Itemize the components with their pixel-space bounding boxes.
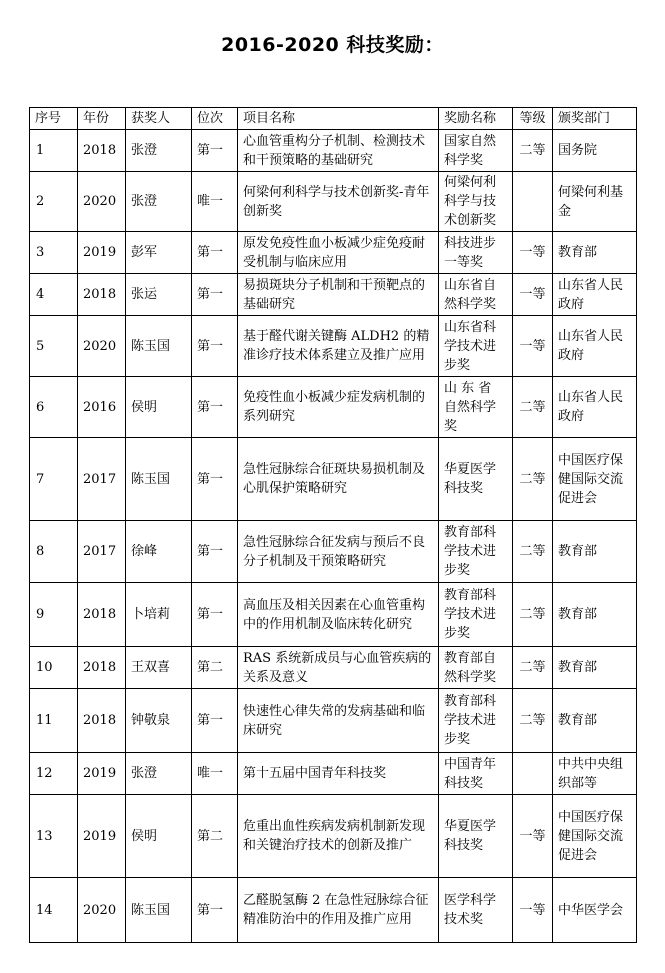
cell-grade: 一等 [513, 878, 553, 943]
header-award: 奖励名称 [439, 108, 513, 130]
table-row [30, 316, 637, 377]
cell-award: 山东省自然科学奖 [439, 274, 513, 316]
cell-grade: 二等 [513, 689, 553, 753]
cell-rank: 第一 [192, 521, 238, 583]
cell-project: 第十五届中国青年科技奖 [238, 753, 439, 795]
cell-index: 2 [30, 172, 78, 232]
table-row [30, 647, 637, 689]
cell-year: 2018 [78, 583, 126, 647]
cell-winner: 钟敬泉 [126, 689, 192, 753]
cell-rank: 第一 [192, 438, 238, 521]
cell-winner: 张澄 [126, 172, 192, 232]
cell-winner: 侯明 [126, 377, 192, 438]
cell-year: 2018 [78, 647, 126, 689]
cell-award: 国家自然科学奖 [439, 130, 513, 172]
table-row [30, 583, 637, 647]
cell-award: 华夏医学科技奖 [439, 795, 513, 878]
cell-rank: 第一 [192, 583, 238, 647]
header-rank: 位次 [192, 108, 238, 130]
table-row [30, 377, 637, 438]
cell-issuer: 中国医疗保健国际交流促进会 [553, 438, 637, 521]
cell-year: 2018 [78, 274, 126, 316]
cell-rank: 第一 [192, 377, 238, 438]
header-grade: 等级 [513, 108, 553, 130]
table-body [30, 130, 637, 943]
cell-grade: 一等 [513, 274, 553, 316]
cell-issuer: 山东省人民政府 [553, 274, 637, 316]
cell-issuer: 国务院 [553, 130, 637, 172]
cell-index: 9 [30, 583, 78, 647]
cell-issuer: 教育部 [553, 521, 637, 583]
cell-grade: 二等 [513, 521, 553, 583]
table-row [30, 232, 637, 274]
cell-year: 2020 [78, 878, 126, 943]
cell-project: 何梁何利科学与技术创新奖-青年创新奖 [238, 172, 439, 232]
cell-issuer: 山东省人民政府 [553, 316, 637, 377]
cell-project: 免疫性血小板减少症发病机制的系列研究 [238, 377, 439, 438]
table-row [30, 795, 637, 878]
awards-table [29, 107, 637, 943]
cell-grade: 一等 [513, 232, 553, 274]
cell-award: 教育部科学技术进步奖 [439, 583, 513, 647]
cell-index: 1 [30, 130, 78, 172]
cell-year: 2017 [78, 438, 126, 521]
cell-year: 2018 [78, 130, 126, 172]
table-row [30, 172, 637, 232]
table-row [30, 878, 637, 943]
cell-index: 13 [30, 795, 78, 878]
cell-grade [513, 753, 553, 795]
cell-project: 急性冠脉综合征斑块易损机制及心肌保护策略研究 [238, 438, 439, 521]
cell-index: 3 [30, 232, 78, 274]
cell-winner: 陈玉国 [126, 438, 192, 521]
cell-issuer: 教育部 [553, 689, 637, 753]
cell-issuer: 教育部 [553, 647, 637, 689]
table-row [30, 274, 637, 316]
cell-winner: 张澄 [126, 753, 192, 795]
cell-rank: 第二 [192, 647, 238, 689]
header-project: 项目名称 [238, 108, 439, 130]
cell-project: 急性冠脉综合征发病与预后不良分子机制及干预策略研究 [238, 521, 439, 583]
cell-index: 12 [30, 753, 78, 795]
cell-index: 8 [30, 521, 78, 583]
cell-rank: 第一 [192, 689, 238, 753]
cell-index: 14 [30, 878, 78, 943]
cell-index: 7 [30, 438, 78, 521]
cell-grade: 二等 [513, 438, 553, 521]
cell-project: 易损斑块分子机制和干预靶点的基础研究 [238, 274, 439, 316]
cell-index: 6 [30, 377, 78, 438]
cell-issuer: 中华医学会 [553, 878, 637, 943]
cell-rank: 唯一 [192, 753, 238, 795]
cell-award: 华夏医学科技奖 [439, 438, 513, 521]
cell-award: 山东省科学技术进步奖 [439, 316, 513, 377]
table-header-row [30, 108, 637, 130]
cell-project: 基于醛代谢关键酶 ALDH2 的精准诊疗技术体系建立及推广应用 [238, 316, 439, 377]
header-index: 序号 [30, 108, 78, 130]
cell-rank: 唯一 [192, 172, 238, 232]
cell-project: 原发免疫性血小板减少症免疫耐受机制与临床应用 [238, 232, 439, 274]
cell-project: 乙醛脱氢酶 2 在急性冠脉综合征精准防治中的作用及推广应用 [238, 878, 439, 943]
cell-award: 教育部科学技术进步奖 [439, 689, 513, 753]
cell-grade [513, 172, 553, 232]
cell-project: 快速性心律失常的发病基础和临床研究 [238, 689, 439, 753]
cell-winner: 侯明 [126, 795, 192, 878]
cell-rank: 第一 [192, 130, 238, 172]
cell-award: 教育部科学技术进步奖 [439, 521, 513, 583]
header-winner: 获奖人 [126, 108, 192, 130]
cell-grade: 一等 [513, 795, 553, 878]
cell-year: 2016 [78, 377, 126, 438]
cell-issuer: 中共中央组织部等 [553, 753, 637, 795]
cell-issuer: 何梁何利基金 [553, 172, 637, 232]
cell-issuer: 山东省人民政府 [553, 377, 637, 438]
cell-award: 教育部自然科学奖 [439, 647, 513, 689]
cell-index: 4 [30, 274, 78, 316]
cell-winner: 陈玉国 [126, 878, 192, 943]
cell-year: 2018 [78, 689, 126, 753]
cell-winner: 张运 [126, 274, 192, 316]
cell-year: 2019 [78, 795, 126, 878]
cell-rank: 第一 [192, 232, 238, 274]
cell-project: 危重出血性疾病发病机制新发现和关键治疗技术的创新及推广 [238, 795, 439, 878]
cell-winner: 张澄 [126, 130, 192, 172]
cell-project: 高血压及相关因素在心血管重构中的作用机制及临床转化研究 [238, 583, 439, 647]
cell-winner: 卜培莉 [126, 583, 192, 647]
cell-issuer: 中国医疗保健国际交流促进会 [553, 795, 637, 878]
header-year: 年份 [78, 108, 126, 130]
cell-index: 5 [30, 316, 78, 377]
cell-year: 2019 [78, 232, 126, 274]
table-row [30, 753, 637, 795]
cell-winner: 彭军 [126, 232, 192, 274]
cell-grade: 一等 [513, 316, 553, 377]
cell-year: 2020 [78, 316, 126, 377]
cell-project: 心血管重构分子机制、检测技术和干预策略的基础研究 [238, 130, 439, 172]
cell-grade: 二等 [513, 583, 553, 647]
cell-winner: 徐峰 [126, 521, 192, 583]
cell-issuer: 教育部 [553, 583, 637, 647]
table-row [30, 521, 637, 583]
cell-award: 山 东 省 自然科学奖 [439, 377, 513, 438]
page-title: 2016-2020 科技奖励： [221, 34, 444, 56]
cell-rank: 第一 [192, 274, 238, 316]
cell-rank: 第二 [192, 795, 238, 878]
cell-year: 2017 [78, 521, 126, 583]
table-row [30, 130, 637, 172]
cell-index: 10 [30, 647, 78, 689]
cell-index: 11 [30, 689, 78, 753]
cell-winner: 陈玉国 [126, 316, 192, 377]
cell-year: 2019 [78, 753, 126, 795]
cell-grade: 二等 [513, 647, 553, 689]
table-row [30, 438, 637, 521]
cell-year: 2020 [78, 172, 126, 232]
cell-award: 医学科学技术奖 [439, 878, 513, 943]
cell-award: 何梁何利科学与技术创新奖 [439, 172, 513, 232]
table-row [30, 689, 637, 753]
cell-project: RAS 系统新成员与心血管疾病的关系及意义 [238, 647, 439, 689]
cell-rank: 第一 [192, 878, 238, 943]
cell-winner: 王双喜 [126, 647, 192, 689]
cell-grade: 二等 [513, 130, 553, 172]
cell-award: 科技进步一等奖 [439, 232, 513, 274]
header-issuer: 颁奖部门 [553, 108, 637, 130]
cell-grade: 二等 [513, 377, 553, 438]
cell-rank: 第一 [192, 316, 238, 377]
cell-issuer: 教育部 [553, 232, 637, 274]
cell-award: 中国青年科技奖 [439, 753, 513, 795]
